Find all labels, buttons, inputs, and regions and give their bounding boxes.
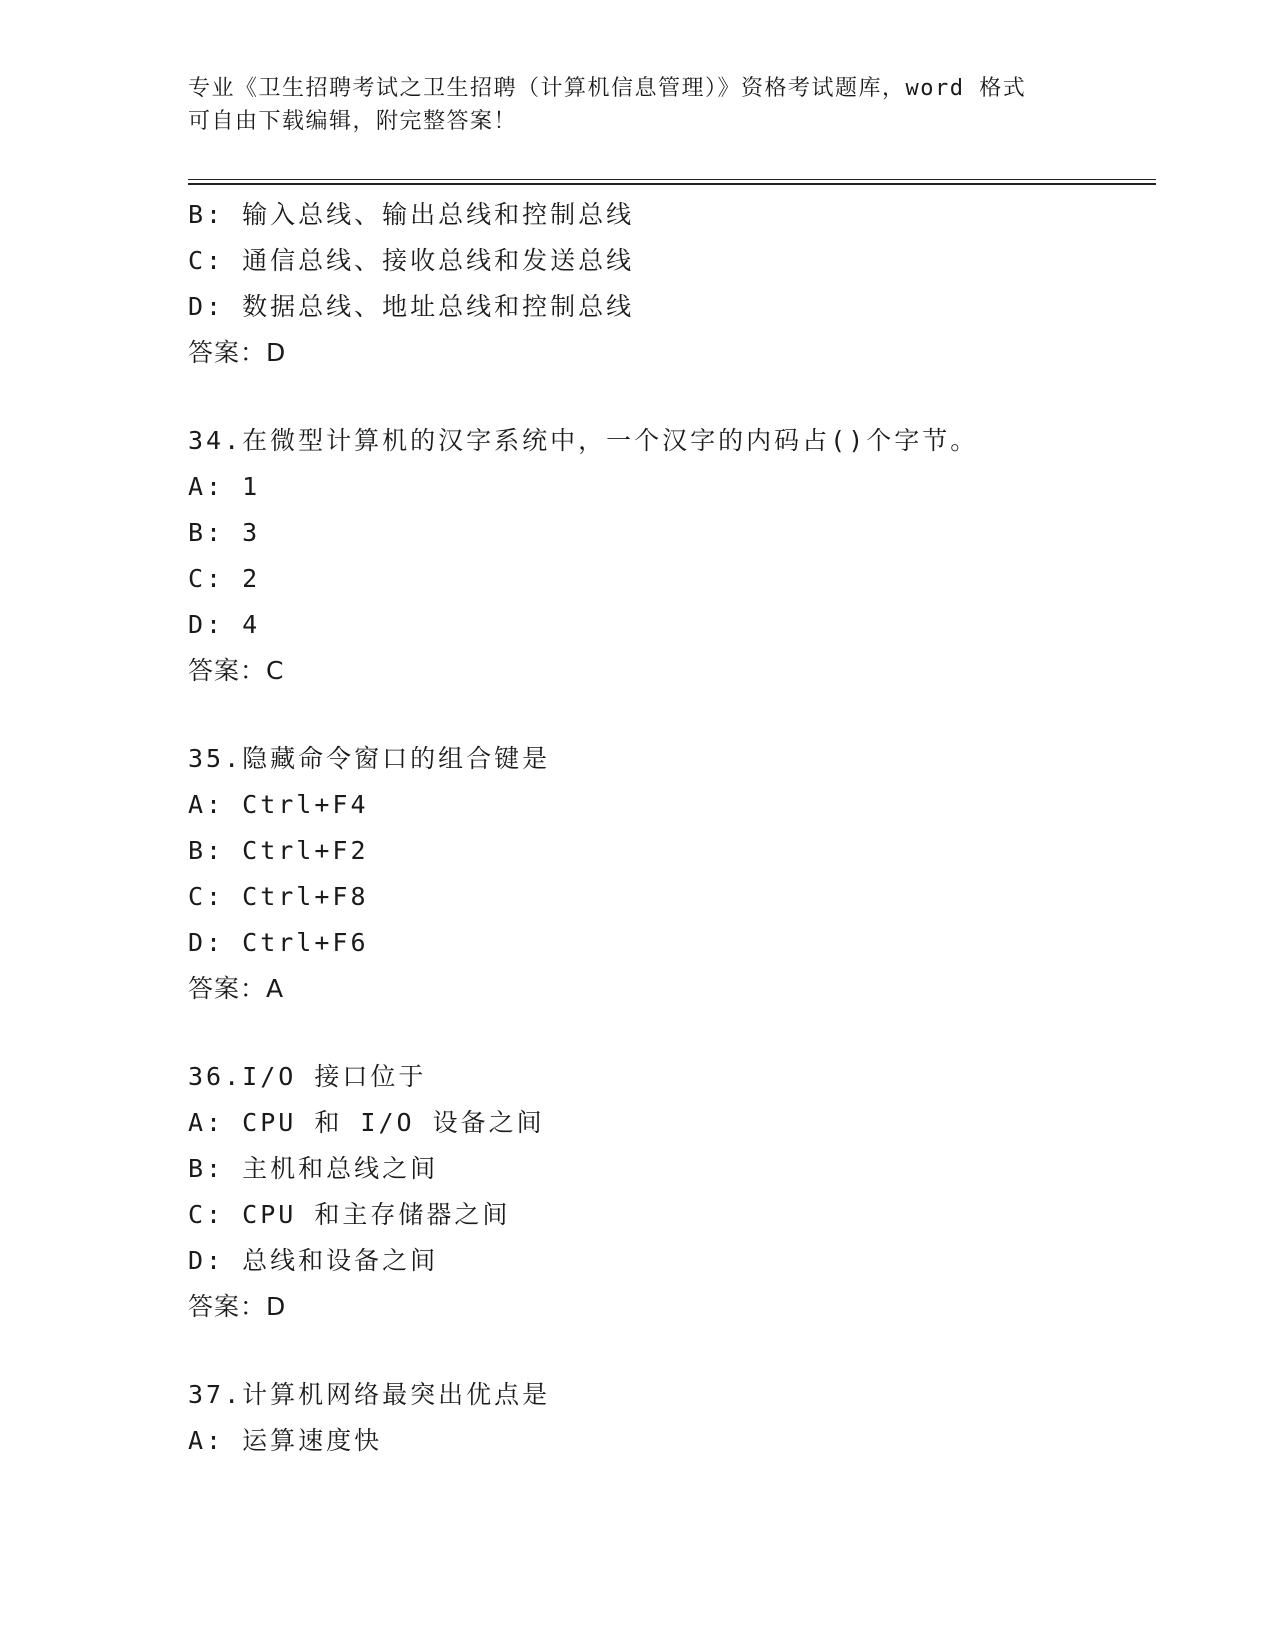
option-c: C: 2 [188, 564, 261, 593]
option-a: A: Ctrl+F4 [188, 790, 369, 819]
question-36 [188, 1054, 1148, 1330]
question-33-continued [188, 192, 1148, 376]
option-b: B: 3 [188, 518, 261, 547]
header-rule-thin [188, 179, 1156, 180]
question-34 [188, 418, 1148, 694]
option-a: A: CPU 和 I/O 设备之间 [188, 1108, 545, 1137]
option-c: C: 通信总线、接收总线和发送总线 [188, 246, 635, 275]
spacer [188, 376, 1148, 418]
option-d: D: 数据总线、地址总线和控制总线 [188, 292, 635, 321]
question-title: 36.I/O 接口位于 [188, 1062, 427, 1091]
option-d: D: 总线和设备之间 [188, 1246, 439, 1275]
option-d: D: 4 [188, 610, 261, 639]
option-c: C: Ctrl+F8 [188, 882, 369, 911]
option-a: A: 1 [188, 472, 261, 501]
question-title: 37.计算机网络最突出优点是 [188, 1380, 551, 1409]
answer: 答案：A [188, 974, 285, 1003]
question-title: 34.在微型计算机的汉字系统中，一个汉字的内码占()个字节。 [188, 426, 979, 455]
question-37 [188, 1372, 1148, 1464]
question-35 [188, 736, 1148, 1012]
option-c: C: CPU 和主存储器之间 [188, 1200, 511, 1229]
spacer [188, 1330, 1148, 1372]
header-rule-thick [188, 183, 1156, 185]
option-b: B: 输入总线、输出总线和控制总线 [188, 200, 635, 229]
option-b: B: 主机和总线之间 [188, 1154, 439, 1183]
header-line-1: 专业《卫生招聘考试之卫生招聘（计算机信息管理）》资格考试题库，word 格式 [188, 76, 1027, 101]
question-list [188, 192, 1148, 1464]
document-header [188, 72, 1088, 138]
answer: 答案：D [188, 338, 287, 367]
option-a: A: 运算速度快 [188, 1426, 383, 1455]
answer: 答案：C [188, 656, 285, 685]
question-title: 35.隐藏命令窗口的组合键是 [188, 744, 551, 773]
spacer [188, 1012, 1148, 1054]
option-d: D: Ctrl+F6 [188, 928, 369, 957]
spacer [188, 694, 1148, 736]
answer: 答案：D [188, 1292, 287, 1321]
header-line-2: 可自由下载编辑，附完整答案！ [188, 109, 518, 134]
option-b: B: Ctrl+F2 [188, 836, 369, 865]
